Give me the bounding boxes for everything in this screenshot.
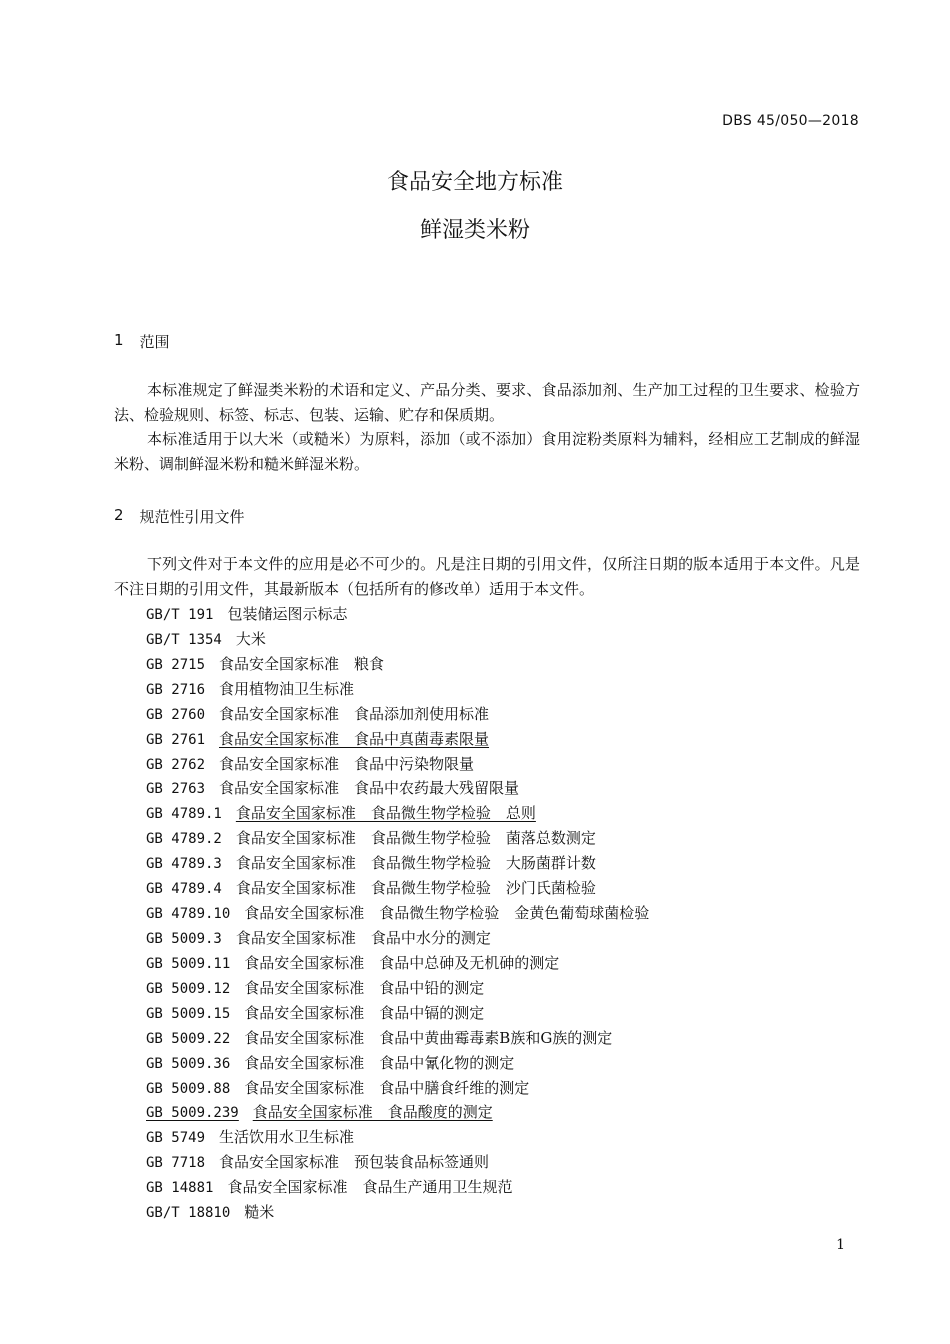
reference-item <box>146 1001 866 1026</box>
reference-item <box>146 602 866 627</box>
reference-item <box>146 851 866 876</box>
reference-code: GB 5009.36 <box>146 1055 231 1072</box>
reference-title: 食品安全国家标准 食品中膳食纤维的测定 <box>244 1078 530 1097</box>
reference-list <box>146 602 866 1225</box>
reference-title: 食品安全国家标准 食品微生物学检验 金黄色葡萄球菌检验 <box>244 904 650 923</box>
scope-paragraph: 本标准适用于以大米（或糙米）为原料，添加（或不添加）食用淀粉类原料为辅料，经相应工艺制成的鲜湿米粉、调制鲜湿米粉和糙米鲜湿米粉。 <box>114 430 860 473</box>
reference-code: GB/T 1354 <box>146 631 222 648</box>
reference-title: 食品安全国家标准 食品微生物学检验 总则 <box>235 804 536 823</box>
page-number: 1 <box>836 1237 845 1253</box>
reference-code: GB 14881 <box>146 1180 214 1197</box>
reference-title: 生活饮用水卫生标准 <box>219 1128 355 1147</box>
reference-title: 食品安全国家标准 粮食 <box>219 654 385 673</box>
document-code: DBS 45/050—2018 <box>722 113 859 129</box>
reference-code: GB 2762 <box>146 756 206 773</box>
reference-title: 食品安全国家标准 食品中农药最大残留限量 <box>219 779 520 798</box>
reference-item <box>146 776 866 801</box>
reference-title: 食品安全国家标准 食品中真菌毒素限量 <box>219 729 490 748</box>
reference-title: 食品安全国家标准 食品生产通用卫生规范 <box>227 1178 513 1197</box>
reference-item <box>146 1026 866 1051</box>
reference-title: 食品安全国家标准 食品中氰化物的测定 <box>244 1053 515 1072</box>
reference-code: GB/T 191 <box>146 607 214 623</box>
reference-item <box>146 1125 866 1150</box>
reference-title: 食品安全国家标准 食品添加剂使用标准 <box>219 704 490 723</box>
reference-item <box>146 1150 866 1175</box>
reference-code: GB 4789.10 <box>146 906 231 923</box>
reference-item <box>146 876 866 901</box>
reference-item <box>146 627 866 652</box>
reference-title: 食品安全国家标准 食品中污染物限量 <box>219 754 475 773</box>
references-intro: 下列文件对于本文件的应用是必不可少的。凡是注日期的引用文件，仅所注日期的版本适用于本文件。凡是不注日期的引用文件，其最新版本（包括所有的修改单）适用于本文件。 <box>114 555 860 598</box>
reference-code: GB 5009.3 <box>146 930 222 947</box>
section-number: 2 <box>114 506 124 524</box>
reference-title: 食品安全国家标准 食品酸度的测定 <box>252 1103 493 1122</box>
reference-code: GB 5009.12 <box>146 980 231 997</box>
reference-title: 糙米 <box>244 1203 275 1222</box>
reference-title: 食品安全国家标准 食品微生物学检验 沙门氏菌检验 <box>235 879 596 898</box>
reference-code: GB 5749 <box>146 1130 206 1147</box>
reference-code: GB 5009.22 <box>146 1030 231 1047</box>
reference-item <box>146 801 866 826</box>
reference-title: 食品安全国家标准 食品中铅的测定 <box>244 978 485 997</box>
reference-title: 食品安全国家标准 食品中黄曲霉毒素B族和G族的测定 <box>244 1028 613 1047</box>
reference-item <box>146 1076 866 1101</box>
reference-title: 食品安全国家标准 食品中水分的测定 <box>235 928 491 947</box>
reference-item <box>146 702 866 727</box>
reference-title: 食品安全国家标准 食品中镉的测定 <box>244 1003 485 1022</box>
reference-code: GB 2761 <box>146 731 206 748</box>
reference-code: GB/T 18810 <box>146 1205 231 1222</box>
reference-item <box>146 652 866 677</box>
reference-code: GB 4789.2 <box>146 831 222 848</box>
section-heading-references <box>114 506 245 527</box>
reference-code: GB 5009.11 <box>146 955 231 972</box>
reference-code: GB 4789.3 <box>146 856 222 873</box>
reference-item <box>146 826 866 851</box>
section-title: 规范性引用文件 <box>139 508 245 526</box>
reference-item <box>146 752 866 777</box>
reference-title: 大米 <box>235 629 266 648</box>
reference-item <box>146 1175 866 1200</box>
reference-code: GB 2760 <box>146 706 206 723</box>
reference-item <box>146 1100 866 1125</box>
reference-title: 食品安全国家标准 食品微生物学检验 菌落总数测定 <box>235 829 596 848</box>
reference-code: GB 4789.4 <box>146 881 222 898</box>
reference-title: 食用植物油卫生标准 <box>219 679 355 698</box>
section-number: 1 <box>114 331 124 349</box>
reference-code: GB 5009.88 <box>146 1080 231 1097</box>
reference-item <box>146 926 866 951</box>
reference-code: GB 2763 <box>146 781 206 798</box>
reference-title: 食品安全国家标准 食品微生物学检验 大肠菌群计数 <box>235 854 596 873</box>
reference-title: 包装储运图示标志 <box>227 605 348 623</box>
reference-code: GB 5009.15 <box>146 1005 231 1022</box>
reference-item <box>146 1051 866 1076</box>
reference-code: GB 5009.239 <box>146 1105 239 1122</box>
scope-paragraph: 本标准规定了鲜湿类米粉的术语和定义、产品分类、要求、食品添加剂、生产加工过程的卫生要求、检验方法、检验规则、标签、标志、包装、运输、贮存和保质期。 <box>114 381 860 424</box>
reference-item <box>146 1200 866 1225</box>
reference-code: GB 7718 <box>146 1155 206 1172</box>
reference-code: GB 2715 <box>146 656 206 673</box>
reference-item <box>146 951 866 976</box>
reference-item <box>146 727 866 752</box>
section-title: 范围 <box>139 333 170 351</box>
reference-title: 食品安全国家标准 预包装食品标签通则 <box>219 1153 490 1172</box>
reference-item <box>146 677 866 702</box>
reference-code: GB 2716 <box>146 681 206 698</box>
document-title: 食品安全地方标准 <box>386 170 563 195</box>
reference-item <box>146 901 866 926</box>
reference-item <box>146 976 866 1001</box>
reference-code: GB 4789.1 <box>146 806 222 823</box>
document-subtitle: 鲜湿类米粉 <box>419 218 530 243</box>
reference-title: 食品安全国家标准 食品中总砷及无机砷的测定 <box>244 953 560 972</box>
section-heading-scope <box>114 331 170 352</box>
